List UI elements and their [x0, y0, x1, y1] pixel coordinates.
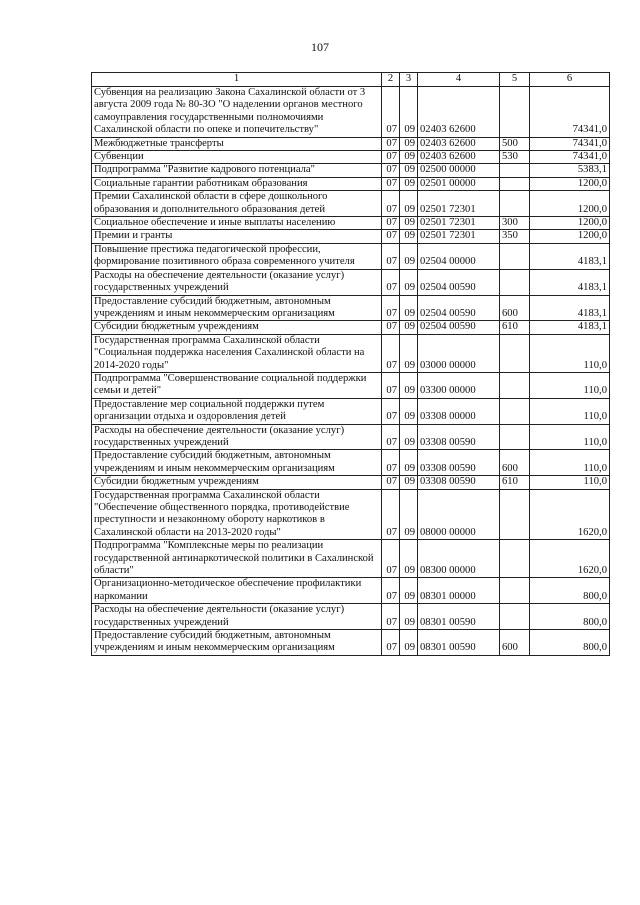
table-row	[92, 476, 610, 489]
row-name-cell: Расходы на обеспечение деятельности (оказание услуг) государственных учреждений	[92, 269, 382, 295]
table-row	[92, 450, 610, 476]
row-expense-type-cell	[500, 372, 530, 398]
row-name-cell: Социальные гарантии работникам образования	[92, 177, 382, 190]
row-name-cell: Организационно-методическое обеспечение профилактики наркомании	[92, 578, 382, 604]
row-expense-type-cell	[500, 604, 530, 630]
table-row	[92, 177, 610, 190]
row-subsection-cell: 09	[400, 398, 418, 424]
row-name-cell: Повышение престижа педагогической профессии, формирование позитивного образа современного учителя	[92, 243, 382, 269]
row-expense-type-cell	[500, 191, 530, 217]
row-amount-cell: 4183,1	[530, 269, 610, 295]
column-header: 6	[530, 73, 610, 87]
row-section-cell: 07	[382, 137, 400, 150]
table-row	[92, 578, 610, 604]
row-name-cell: Субсидии бюджетным учреждениям	[92, 476, 382, 489]
row-amount-cell: 4183,1	[530, 243, 610, 269]
table-row	[92, 164, 610, 177]
table-row	[92, 269, 610, 295]
table-row	[92, 630, 610, 656]
row-name-cell: Подпрограмма "Комплексные меры по реализации государственной антинаркотической политики в Сахалинской области"	[92, 540, 382, 578]
row-name-cell: Подпрограмма "Развитие кадрового потенциала"	[92, 164, 382, 177]
row-subsection-cell: 09	[400, 489, 418, 540]
row-target-code-cell: 02500 00000	[418, 164, 500, 177]
row-expense-type-cell	[500, 489, 530, 540]
row-subsection-cell: 09	[400, 87, 418, 138]
row-target-code-cell: 02504 00590	[418, 269, 500, 295]
row-section-cell: 07	[382, 450, 400, 476]
row-target-code-cell: 03000 00000	[418, 334, 500, 372]
row-target-code-cell: 02403 62600	[418, 151, 500, 164]
row-section-cell: 07	[382, 230, 400, 243]
row-amount-cell: 800,0	[530, 578, 610, 604]
row-expense-type-cell: 610	[500, 476, 530, 489]
row-expense-type-cell	[500, 578, 530, 604]
row-section-cell: 07	[382, 243, 400, 269]
row-subsection-cell: 09	[400, 424, 418, 450]
row-expense-type-cell: 350	[500, 230, 530, 243]
row-section-cell: 07	[382, 164, 400, 177]
row-target-code-cell: 03308 00590	[418, 476, 500, 489]
row-expense-type-cell	[500, 424, 530, 450]
row-subsection-cell: 09	[400, 151, 418, 164]
row-target-code-cell: 03300 00000	[418, 372, 500, 398]
table-row	[92, 137, 610, 150]
row-amount-cell: 800,0	[530, 604, 610, 630]
row-subsection-cell: 09	[400, 450, 418, 476]
row-section-cell: 07	[382, 540, 400, 578]
row-target-code-cell: 02501 72301	[418, 230, 500, 243]
row-expense-type-cell: 530	[500, 151, 530, 164]
page-number: 107	[311, 40, 329, 54]
row-subsection-cell: 09	[400, 372, 418, 398]
row-amount-cell: 1200,0	[530, 177, 610, 190]
row-amount-cell: 110,0	[530, 450, 610, 476]
row-amount-cell: 1200,0	[530, 191, 610, 217]
table-row	[92, 191, 610, 217]
row-target-code-cell: 03308 00590	[418, 424, 500, 450]
row-expense-type-cell: 600	[500, 630, 530, 656]
row-target-code-cell: 08301 00590	[418, 604, 500, 630]
table-row	[92, 398, 610, 424]
row-amount-cell: 1200,0	[530, 217, 610, 230]
row-subsection-cell: 09	[400, 217, 418, 230]
row-section-cell: 07	[382, 489, 400, 540]
row-target-code-cell: 03308 00000	[418, 398, 500, 424]
table-row	[92, 540, 610, 578]
row-amount-cell: 800,0	[530, 630, 610, 656]
row-name-cell: Премии Сахалинской области в сфере дошкольного образования и дополнительного образования детей	[92, 191, 382, 217]
row-subsection-cell: 09	[400, 321, 418, 334]
row-section-cell: 07	[382, 604, 400, 630]
column-header: 4	[418, 73, 500, 87]
row-amount-cell: 1200,0	[530, 230, 610, 243]
row-section-cell: 07	[382, 151, 400, 164]
row-name-cell: Государственная программа Сахалинской области "Социальная поддержка населения Сахалинской области на 2014-2020 годы"	[92, 334, 382, 372]
row-name-cell: Предоставление субсидий бюджетным, автономным учреждениям и иным некоммерческим организациям	[92, 450, 382, 476]
row-section-cell: 07	[382, 630, 400, 656]
row-target-code-cell: 08301 00590	[418, 630, 500, 656]
row-name-cell: Субвенции	[92, 151, 382, 164]
row-subsection-cell: 09	[400, 191, 418, 217]
table-row	[92, 604, 610, 630]
row-expense-type-cell: 610	[500, 321, 530, 334]
table-row	[92, 489, 610, 540]
row-expense-type-cell	[500, 177, 530, 190]
row-name-cell: Предоставление мер социальной поддержки путем организации отдыха и оздоровления детей	[92, 398, 382, 424]
row-subsection-cell: 09	[400, 540, 418, 578]
row-name-cell: Предоставление субсидий бюджетным, автономным учреждениям и иным некоммерческим организациям	[92, 295, 382, 321]
row-target-code-cell: 02501 72301	[418, 217, 500, 230]
row-subsection-cell: 09	[400, 243, 418, 269]
row-subsection-cell: 09	[400, 334, 418, 372]
row-section-cell: 07	[382, 476, 400, 489]
row-name-cell: Премии и гранты	[92, 230, 382, 243]
row-amount-cell: 1620,0	[530, 489, 610, 540]
row-expense-type-cell: 500	[500, 137, 530, 150]
table-row	[92, 334, 610, 372]
budget-table	[91, 72, 610, 656]
row-subsection-cell: 09	[400, 269, 418, 295]
row-subsection-cell: 09	[400, 604, 418, 630]
row-section-cell: 07	[382, 87, 400, 138]
row-subsection-cell: 09	[400, 230, 418, 243]
row-subsection-cell: 09	[400, 630, 418, 656]
row-section-cell: 07	[382, 578, 400, 604]
row-amount-cell: 74341,0	[530, 151, 610, 164]
row-amount-cell: 110,0	[530, 476, 610, 489]
row-expense-type-cell: 300	[500, 217, 530, 230]
row-target-code-cell: 02504 00000	[418, 243, 500, 269]
row-section-cell: 07	[382, 321, 400, 334]
row-target-code-cell: 03308 00590	[418, 450, 500, 476]
row-target-code-cell: 08000 00000	[418, 489, 500, 540]
row-section-cell: 07	[382, 177, 400, 190]
row-section-cell: 07	[382, 334, 400, 372]
row-expense-type-cell	[500, 164, 530, 177]
row-subsection-cell: 09	[400, 578, 418, 604]
row-section-cell: 07	[382, 424, 400, 450]
row-name-cell: Субсидии бюджетным учреждениям	[92, 321, 382, 334]
row-target-code-cell: 08300 00000	[418, 540, 500, 578]
row-amount-cell: 74341,0	[530, 137, 610, 150]
row-section-cell: 07	[382, 269, 400, 295]
table-row	[92, 243, 610, 269]
table-row	[92, 321, 610, 334]
row-expense-type-cell	[500, 243, 530, 269]
row-section-cell: 07	[382, 295, 400, 321]
row-subsection-cell: 09	[400, 164, 418, 177]
table-row	[92, 87, 610, 138]
row-target-code-cell: 02501 00000	[418, 177, 500, 190]
column-header: 1	[92, 73, 382, 87]
table-row	[92, 230, 610, 243]
row-amount-cell: 5383,1	[530, 164, 610, 177]
table-row	[92, 151, 610, 164]
column-header: 5	[500, 73, 530, 87]
table-row	[92, 372, 610, 398]
table-row	[92, 424, 610, 450]
row-subsection-cell: 09	[400, 295, 418, 321]
row-target-code-cell: 02403 62600	[418, 87, 500, 138]
column-header: 3	[400, 73, 418, 87]
row-section-cell: 07	[382, 398, 400, 424]
row-amount-cell: 110,0	[530, 424, 610, 450]
row-name-cell: Межбюджетные трансферты	[92, 137, 382, 150]
table-body	[92, 87, 610, 656]
row-name-cell: Расходы на обеспечение деятельности (оказание услуг) государственных учреждений	[92, 604, 382, 630]
row-target-code-cell: 02501 72301	[418, 191, 500, 217]
row-expense-type-cell	[500, 540, 530, 578]
row-expense-type-cell	[500, 269, 530, 295]
row-amount-cell: 4183,1	[530, 295, 610, 321]
row-subsection-cell: 09	[400, 177, 418, 190]
column-header: 2	[382, 73, 400, 87]
row-target-code-cell: 02504 00590	[418, 295, 500, 321]
row-expense-type-cell	[500, 334, 530, 372]
row-expense-type-cell: 600	[500, 450, 530, 476]
row-target-code-cell: 02504 00590	[418, 321, 500, 334]
row-amount-cell: 110,0	[530, 334, 610, 372]
row-section-cell: 07	[382, 191, 400, 217]
row-name-cell: Расходы на обеспечение деятельности (оказание услуг) государственных учреждений	[92, 424, 382, 450]
row-name-cell: Государственная программа Сахалинской области "Обеспечение общественного порядка, противодействие преступности и незаконному обороту наркотиков в Сахалинской области на 2013-2020 годы"	[92, 489, 382, 540]
row-name-cell: Субвенция на реализацию Закона Сахалинской области от 3 августа 2009 года № 80-ЗО "О наделении органов местного самоуправления государственными полномочиями Сахалинской области по опеке и попечительству"	[92, 87, 382, 138]
row-subsection-cell: 09	[400, 137, 418, 150]
row-expense-type-cell	[500, 398, 530, 424]
row-amount-cell: 74341,0	[530, 87, 610, 138]
table-row	[92, 295, 610, 321]
row-expense-type-cell: 600	[500, 295, 530, 321]
row-amount-cell: 4183,1	[530, 321, 610, 334]
row-section-cell: 07	[382, 217, 400, 230]
table-header-row	[92, 73, 610, 87]
table-row	[92, 217, 610, 230]
row-subsection-cell: 09	[400, 476, 418, 489]
row-amount-cell: 110,0	[530, 372, 610, 398]
row-expense-type-cell	[500, 87, 530, 138]
row-amount-cell: 110,0	[530, 398, 610, 424]
row-name-cell: Социальное обеспечение и иные выплаты населению	[92, 217, 382, 230]
row-target-code-cell: 08301 00000	[418, 578, 500, 604]
row-target-code-cell: 02403 62600	[418, 137, 500, 150]
row-name-cell: Подпрограмма "Совершенствование социальной поддержки семьи и детей"	[92, 372, 382, 398]
row-section-cell: 07	[382, 372, 400, 398]
row-name-cell: Предоставление субсидий бюджетным, автономным учреждениям и иным некоммерческим организациям	[92, 630, 382, 656]
row-amount-cell: 1620,0	[530, 540, 610, 578]
